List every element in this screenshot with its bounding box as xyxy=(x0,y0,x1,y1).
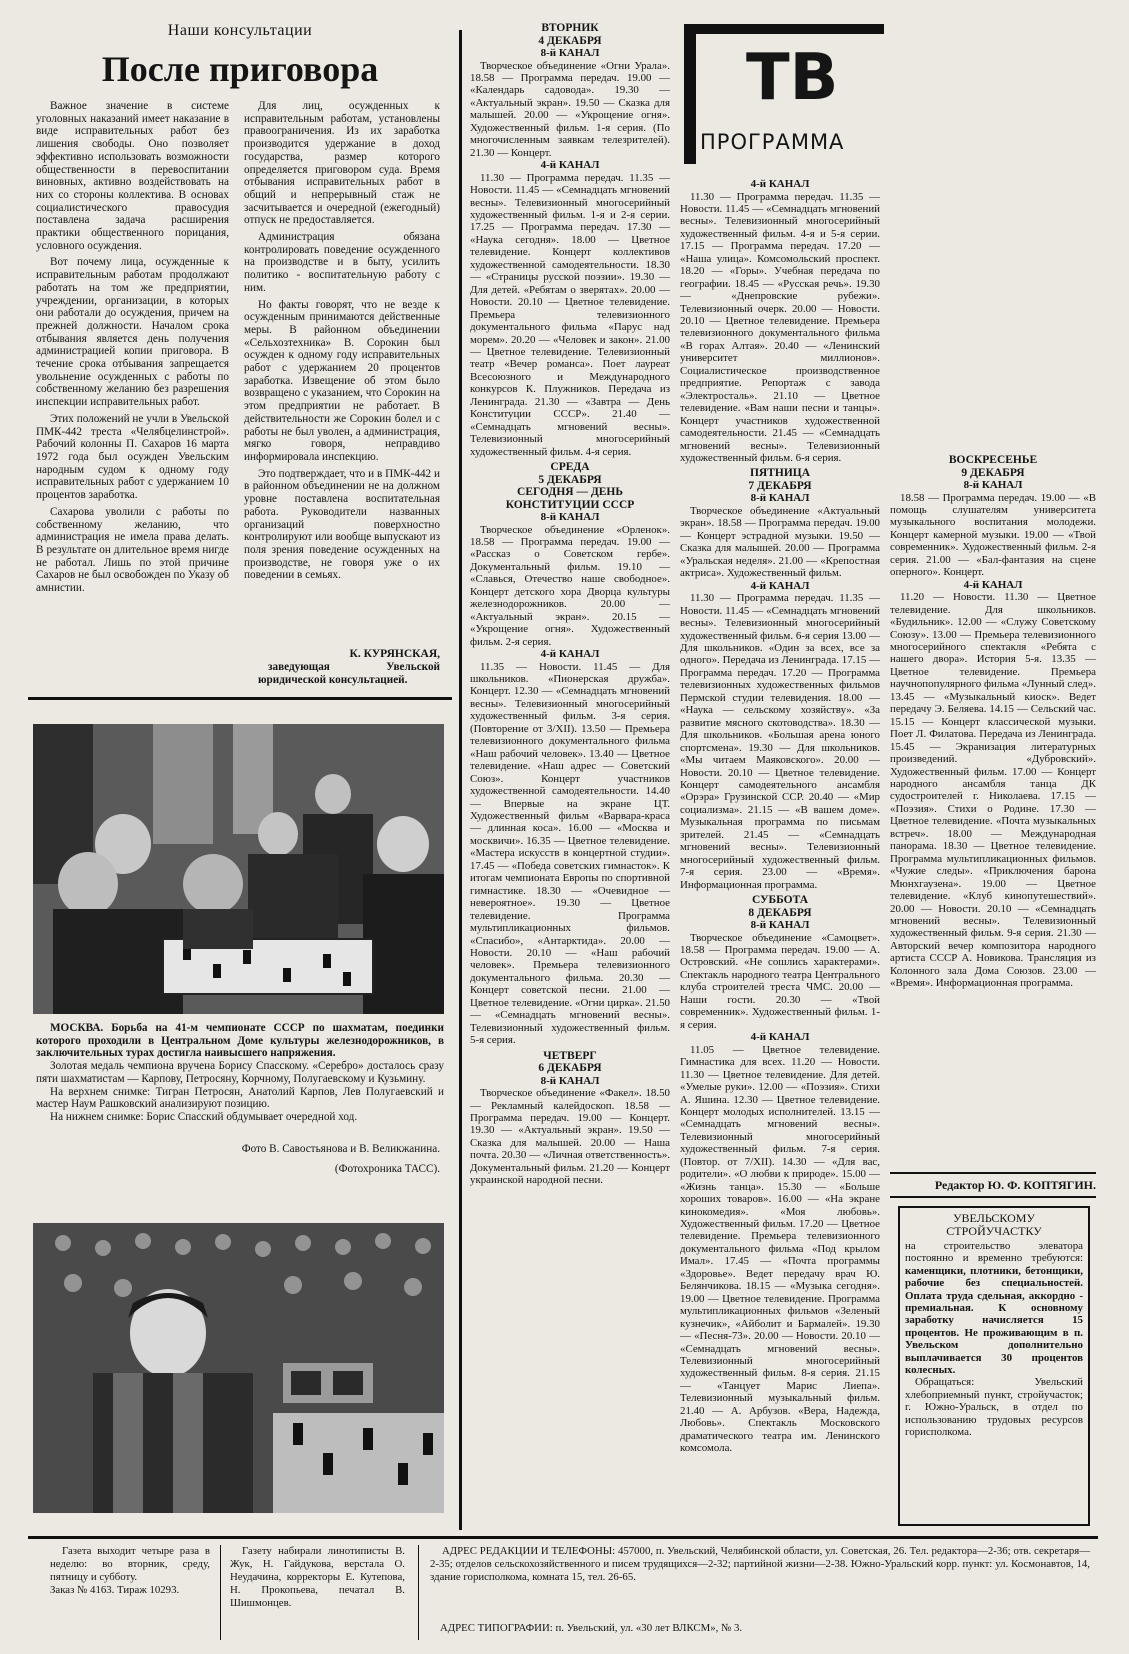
tv-holiday: СЕГОДНЯ — ДЕНЬ КОНСТИТУЦИИ СССР xyxy=(505,486,635,511)
tv-listing: 11.30 — Программа передач. 11.35 — Новости. 11.45 — «Семнадцать мгновений весны». Телевизионный многосерийный художественный фильм. 1-я и 2-я серии. 17.25 — Программа передач. 17.30 — «Наука сегодня». 18.00 — Цветное телевидение. Концерт коллективов художественной самодеятельности. 18.30 — «Страницы русской поэзии». 19.30 — Для детей. «Ребятам о зверятах». 20.00 — Новости. 20.10 — Цветное телевидение. Премьера телевизионного документального фильма «Парус над морем». 20.20 — «Человек и закон». 21.00 — Цветное телевидение. Телевизионный театр «Вечер романса». Поет лауреат Всесоюзного и Международного конкурсов К. Плужников. Передача из Ленинграда. 21.30 — «Завтра — День Конституции СССР». 21.40 — «Семнадцать мгновений весны». Телевизионный многосерийный художественный фильм. 4-я серия. xyxy=(470,171,670,458)
tv-channel-4: 4-й КАНАЛ xyxy=(963,578,1023,591)
tv-channel-8: 8-й КАНАЛ xyxy=(540,1074,600,1087)
article-column-1 xyxy=(36,100,229,685)
tv-column-3 xyxy=(890,454,1096,1172)
job-ad-text-bold: каменщики, плотники, бетонщики, рабочие без специальностей. Оплата труда сдельная, аккордно - премиальная. К основному заработку начисляется 15 процентов. Не проживающим в п. Увельском дополнительно выплачивается 30 процентов колесных. xyxy=(905,1264,1083,1377)
tv-day-title: ВОСКРЕСЕНЬЕ xyxy=(948,454,1038,466)
footer-printing-address: АДРЕС ТИПОГРАФИИ: п. Увельский, ул. «30 лет ВЛКСМ», № 3. xyxy=(440,1622,743,1634)
article-author: К. КУРЯНСКАЯ, xyxy=(349,648,440,660)
photo-credit: Фото В. Савостьянова и В. Великжанина. xyxy=(241,1143,440,1155)
divider xyxy=(890,1196,1096,1198)
tv-listing: Творческое объединение «Огни Урала». 18.58 — Программа передач. 19.00 — «Календарь садовода». 19.30 — «Актуальный экран». 19.50 — Сказка для малышей. 20.00 — «Укрощение огня». Художественный фильм. 1-я серия. (По многочисленным заявкам телезрителей). 21.30 — Концерт. xyxy=(470,59,670,159)
tv-day-title: ПЯТНИЦА xyxy=(749,467,811,480)
job-ad xyxy=(898,1206,1090,1526)
article-author-title: заведующая Увельской юридической консультацией. xyxy=(258,661,440,686)
tv-listing: Творческое объединение «Орленок». 18.58 — Программа передач. 19.00 — «Рассказ о Советском гербе». Документальный фильм. 19.10 — «Славься, Отечество наше свободное». Концерт детского хора Дворца культуры железнодорожников. 20.00 — «Актуальный экран». 20.15 — «Укрощение огня». Художественный фильм. 2-я серия. xyxy=(470,523,670,648)
divider xyxy=(28,697,452,700)
footer-divider xyxy=(418,1545,419,1640)
article-rubric: Наши консультации xyxy=(167,22,313,39)
tv-logo xyxy=(684,24,884,164)
tv-day-date: 8 ДЕКАБРЯ xyxy=(748,906,812,919)
tv-day-title: СРЕДА xyxy=(550,461,590,474)
article-title: После приговора xyxy=(101,49,379,89)
tv-day-date: 7 ДЕКАБРЯ xyxy=(748,479,812,492)
photo-caption xyxy=(36,1022,444,1124)
tv-day-title: СУББОТА xyxy=(751,894,809,907)
tv-column-2 xyxy=(680,178,880,1532)
tv-logo-word: ПРОГРАММА xyxy=(700,130,845,154)
tv-listing: 11.05 — Цветное телевидение. Гимнастика для всех. 11.20 — Новости. 11.30 — Цветное телевидение. Для детей. «Умелые руки». 12.00 — «Поэзия». Стихи А. Яшина. 12.30 — Цветное телевидение. Концерт молодых исполнителей. 13.15 — «Семнадцать мгновений весны». Телевизионный многосерийный художественный фильм. 7-я серия. (Повтор. от 7/XII). 14.30 — «Для вас, родители». «О любви к природе». 15.00 — «Жизнь танца». 15.30 — «Больше хороших товаров». 16.00 — «На экране кинокомедия». «Моя любовь». Художественный фильм. 17.20 — Цветное телевидение. Премьера телевизионного документального фильма «Под крылом Имал». 17.45 — «Почта программы «Здоровье». Ведет передачу врач Ю. Белянчикова. 18.15 — «Музыка сегодня». 19.00 — Цветное телевидение. Программа мультипликационных фильмов «Зеленый кузнечик», «Айболит и Бармалей». 19.30 — «Песня-73». 20.00 — Новости. 20.10 — «Семнадцать мгновений весны». Телевизионный многосерийный художественный фильм. 8-я серия. 21.15 — «Танцует Марис Лиепа». Телевизионный музыкальный фильм. 21.40 — А. Арбузов. «Вера, Надежда, Любовь». Спектакль Московского драматического театра им. Ленинского комсомола. xyxy=(680,1043,880,1455)
tv-listing: Творческое объединение «Актуальный экран». 18.58 — Программа передач. 19.00 — Концерт эстрадной музыки. 19.50 — Сказка для малышей. 20.00 — Программа «Уральская неделя». 21.00 — «Крепостная актриса». Художественный фильм. xyxy=(680,504,880,580)
tv-listing: Творческое объединение «Факел». 18.50 — Рекламный калейдоскоп. 18.58 — Программа передач. 19.00 — Концерт. 19.30 — «Актуальный экран». 19.50 — Сказка для малышей. 20.00 — Наша почта. 20.30 — «Личная ответственность». Документальный фильм. 21.20 — Концерт украинской народной песни. xyxy=(470,1087,670,1187)
tv-channel-8: 8-й КАНАЛ xyxy=(750,919,810,932)
column-divider xyxy=(459,30,462,1530)
tv-channel-8: 8-й КАНАЛ xyxy=(540,47,600,59)
footer-divider xyxy=(220,1545,221,1640)
photo-agency: (Фотохроника ТАСС). xyxy=(334,1163,440,1175)
chess-photo-top xyxy=(33,724,444,1014)
footer-rule xyxy=(28,1536,1098,1539)
tv-day-date: 6 ДЕКАБРЯ xyxy=(538,1062,602,1075)
tv-channel-4: 4-й КАНАЛ xyxy=(750,579,810,592)
tv-listing: 11.35 — Новости. 11.45 — Для школьников. «Пионерская дружба». Концерт. 12.30 — «Семнадцать мгновений весны». Телевизионный многосерийный художественный фильм. 3-я серия. (Повторение от 3/XII). 13.50 — Премьера телевизионного документального фильма «Наш рабочий человек». 13.40 — Цветное телевидение. «Наш адрес — Советский Союз». Концерт участников художественной самодеятельности. 14.40 — Впервые на экране ЦТ. Художественный фильм «Варвара-краса — длинная коса». 16.00 — «Москва и москвичи». 16.35 — Цветное телевидение. «Мастера искусств в концертной студии». 17.45 — «Победа советских гимнасток». К итогам чемпионата Европы по спортивной гимнастике. 18.30 — «Очевидное — невероятное». 19.30 — Цветное телевидение. Программа мультипликационных фильмов. «Спасибо», «Антарктида». 20.00 — Новости. 20.10 — «Наш рабочий человек». Премьера телевизионного документального фильма. 20.30 — Концерт советской песни. 21.00 — Цветное телевидение. «Огни цирка». 21.50 — «Семнадцать мгновений весны». Телевизионный художественный фильм. 5-я серия. xyxy=(470,660,670,1047)
footer-schedule xyxy=(50,1545,210,1597)
caption-paragraph: Золотая медаль чемпиона вручена Борису Спасскому. «Серебро» досталось сразу пяти шахматистам — Карпову, Петросяну, Корчному, Полугаевскому и Кузьмину. xyxy=(36,1060,444,1085)
caption-lead: МОСКВА. Борьба на 41-м чемпионате СССР по шахматам, поединки которого проходили в Центральном Доме культуры железнодорожников, в заключительных турах достигла наивысшего напряжения. xyxy=(36,1022,444,1060)
tv-day-title: ВТОРНИК xyxy=(541,22,599,34)
tv-channel-4: 4-й КАНАЛ xyxy=(750,1031,810,1044)
editor-signature: Редактор Ю. Ф. КОПТЯГИН. xyxy=(934,1178,1096,1192)
tv-listing: 11.20 — Новости. 11.30 — Цветное телевидение. Для школьников. «Будильник». 12.00 — «Служу Советскому Союзу». 13.00 — Премьера телевизионного многосерийного спектакля «Ребята с нашего двора». История 5-я. 13.35 — Цветное телевидение. Премьера научнопопулярного фильма «Лунный след». 13.45 — «Музыкальный киоск». Ведет передачу Э. Беляева. 14.15 — Сельский час. 15.15 — Концерт классической музыки. Поет Л. Филатова. Передача из Ленинграда. 15.45 — Экранизация литературных произведений. «Дубровский». Художественный фильм. 17.00 — Концерт народного ансамбля танца ДК судостроителей г. Николаева. 17.15 — «Поэзия». Стихи о Родине. 17.30 — Цветное телевидение. «Почта музыкальных встреч». 18.00 — Международная панорама. 18.30 — Цветное телевидение. Программа мультипликационных фильмов. «Чужие следы». «Приключения барона Мюнхгаузена». 19.00 — Цветное телевидение. «Клуб кинопутешествий». 20.00 — Новости. 20.10 — «Семнадцать мгновений весны». Телевизионный художественный фильм. 9-я серия. 21.30 — Авторский вечер композитора народного артиста СССР А. Новикова. Трансляция из Колонного зала Дома Союзов. 23.00 — «Время». Информационная программа. xyxy=(890,591,1096,990)
tv-day-date: 9 ДЕКАБРЯ xyxy=(961,466,1025,479)
tv-listing: 11.30 — Программа передач. 11.35 — Новости. 11.45 — «Семнадцать мгновений весны». Телевизионный многосерийный художественный фильм. 4-я и 5-я серии. 17.15 — Программа передач. 17.20 — «Наша улица». Комсомольский проспект. 18.20 — «Горы». Учебная передача по географии. 18.45 — «Русская речь». 19.30 — «Днепровские рубежи». Телевизионный очерк. 20.00 — Новости. 20.10 — Цветное телевидение. Премьера телевизионного документального фильма «В горах Алтая». 20.40 — «Ленинский университет миллионов». Социалистическое производственное предприятие. Репортаж с завода «Электросталь». 21.10 — Цветное телевидение. «Вам наши песни и танцы». Концерт участников художественной самодеятельности. 21.45 — «Семнадцать мгновений весны». Телевизионный художественный фильм. 6-я серия. xyxy=(680,190,880,465)
footer-order: Заказ № 4163. Тираж 10293. xyxy=(50,1584,180,1596)
article-paragraph: Важное значение в системе уголовных наказаний имеет наказание в виде исправительных работ без лишения свободы. Оно позволяет эффективно использовать возможности общественности в перевоспитании виновных, активно воздействовать на них со стороны коллектива. В основах социалистического правосудия поставлена задача расширения практики общественного порицания, условного осуждения. xyxy=(36,100,229,252)
tv-logo-letters: ТВ xyxy=(746,41,839,115)
tv-day-title: ЧЕТВЕРГ xyxy=(543,1049,597,1062)
tv-listing: 11.30 — Программа передач. 11.35 — Новости. 11.45 — «Семнадцать мгновений весны». Телевизионный многосерийный художественный фильм. 6-я серия 13.00 — Для школьников. «Один за всех, все за одного». Передача из Ленинграда. 17.15 — Программа передач. 17.20 — Программа телевизионных художественных фильмов Пермской студии телевидения. 18.00 — «Наука — сельскому хозяйству». «За развитие мясного скотоводства». 18.30 — Для школьников. «Большая арена юного спортсмена». 19.30 — Для школьников. «Мы читаем Маяковского». 20.00 — Новости. 20.10 — Цветное телевидение. Концерт самодеятельного ансамбля «Орэра» Грузинской ССР. 20.40 — «Мир социализма». 21.15 — «В вашем доме». Музыкальная программа по письмам зрителей. 21.45 — «Семнадцать мгновений весны». Телевизионный многосерийный художественный фильм. 7-я серия. 23.00 — «Время». Информационная программа. xyxy=(680,592,880,891)
chess-photo-bottom xyxy=(33,1223,444,1513)
tv-column-1 xyxy=(470,22,670,1532)
tv-channel-8: 8-й КАНАЛ xyxy=(750,492,810,505)
article-column-2 xyxy=(244,100,440,645)
tv-day-date: 5 ДЕКАБРЯ xyxy=(538,473,602,486)
divider xyxy=(890,1172,1096,1174)
footer-schedule-text: Газета выходит четыре раза в неделю: во вторник, среду, пятницу и субботу. xyxy=(50,1545,210,1583)
article-paragraph: Вот почему лица, осужденные к исправительным работам продолжают работать на том же предприятии, учреждении, организации, в которых они работали до осуждения, причем на прежней должности. Началом срока отбывания является день получения администрацией копии приговора. В течение срока отбывания запрещается увольнение осужденных с работы по собственному желанию без разрешения инспекции исправительных работ. xyxy=(36,256,229,409)
job-ad-contacts: Обращаться: Увельский хлебоприемный пункт, стройучасток; г. Южно-Уральск, в отдел по использованию трудовых ресурсов горисполкома. xyxy=(905,1376,1083,1439)
article-paragraph: Это подтверждает, что и в ПМК-442 и в районном объединении не на должном уровне поставлена воспитательная работа. Руководители названных организаций поверхностно контролируют или вообще выпускают из поля зрения поведение осужденных на производстве, не говоря уже о их поведении в семьях. xyxy=(244,467,440,582)
job-ad-title: УВЕЛЬСКОМУ СТРОЙУЧАСТКУ xyxy=(946,1211,1042,1238)
tv-channel-4: 4-й КАНАЛ xyxy=(750,178,810,190)
article-paragraph: Для лиц, осужденных к исправительным работам, установлены правоограничения. Из их заработка производится удержание в доход государства, размер которого определяется приговором суда. Время отбывания исправительных работ в общий и непрерывный стаж не засчитывается и очередной (ежегодный) отпуск не предоставляется. xyxy=(244,100,440,227)
article-paragraph: Но факты говорят, что не везде к осужденным принимаются действенные меры. В районном объединении «Сельхозтехника» В. Сорокин был осужден к одному году исправительных работ с удержанием 20 процентов заработка. Извещение об этом было возвращено с указанием, что Сорокин на этом предприятии не работает. В действительности же Сорокин болел и с работы не был уволен, а администрация, мягко говоря, неправдиво информировала инспекцию. xyxy=(244,298,440,463)
tv-channel-4: 4-й КАНАЛ xyxy=(540,159,600,172)
tv-channel-8: 8-й КАНАЛ xyxy=(540,511,600,524)
footer-address: АДРЕС РЕДАКЦИИ И ТЕЛЕФОНЫ: 457000, п. Увельский, Челябинской области, ул. Советская, 26. Тел. редактора—2-36; отв. секретаря—2-35; отделов сельскохозяйственного и писем трудящихся—2-32; партийной жизни—2-38. Южно-Уральский корр. пункт: ул. Космонавтов, 14, здание горисполкома, комната 15, тел. 26-65. xyxy=(430,1545,1090,1583)
article-paragraph: Администрация обязана контролировать поведение осужденного на производстве и в быту, усилить политико - воспитательную работу с ним. xyxy=(244,231,440,294)
footer-staff: Газету набирали линотиписты В. Жук, Н. Гайдукова, верстала О. Неудачина, корректоры Е. Кутепова, Н. Прокопьева, печатал В. Шишмонцев. xyxy=(230,1545,405,1609)
tv-channel-4: 4-й КАНАЛ xyxy=(540,648,600,661)
tv-listing: Творческое объединение «Самоцвет». 18.58 — Программа передач. 19.00 — А. Островский. «Не сошлись характерами». Спектакль народного театра Центрального клуба строителей треста ЧМС. 20.00 — Наши гости. 20.30 — «Твой современник». Художественный фильм. 1-я серия. xyxy=(680,931,880,1031)
tv-day-date: 4 ДЕКАБРЯ xyxy=(538,34,602,47)
caption-paragraph: На верхнем снимке: Тигран Петросян, Анатолий Карпов, Лев Полугаевский и мастер Наум Рашковский анализируют позицию. xyxy=(36,1085,444,1111)
article-paragraph: Сахарова уволили с работы по собственному желанию, что администрация не имела права делать. В результате он длительное время нигде не работал. Лишь по этой причине Сахаров не был освобожден по Указу об амнистии. xyxy=(36,505,229,595)
caption-paragraph: На нижнем снимке: Борис Спасский обдумывает очередной ход. xyxy=(50,1110,358,1123)
article-paragraph: Этих положений не учли в Увельской ПМК-442 треста «Челябцелинстрой». Рабочий колонны П. Сахаров 16 марта 1972 года был осужден Увельским народным судом к одному году исправительных работ с удержанием 10 процентов заработка. xyxy=(36,412,229,502)
job-ad-text: на строительство элеватора постоянно и временно требуются: xyxy=(905,1240,1083,1265)
tv-listing: 18.58 — Программа передач. 19.00 — «В помощь слушателям университета музыкального воспитания молодежи. Концерт камерной музыки. 19.00 — «Твой современник». Художественный фильм. 2-я серия. 21.00 — «Бал-фантазия на сцене оперного». Концерт. xyxy=(890,491,1096,579)
tv-channel-8: 8-й КАНАЛ xyxy=(963,479,1023,491)
